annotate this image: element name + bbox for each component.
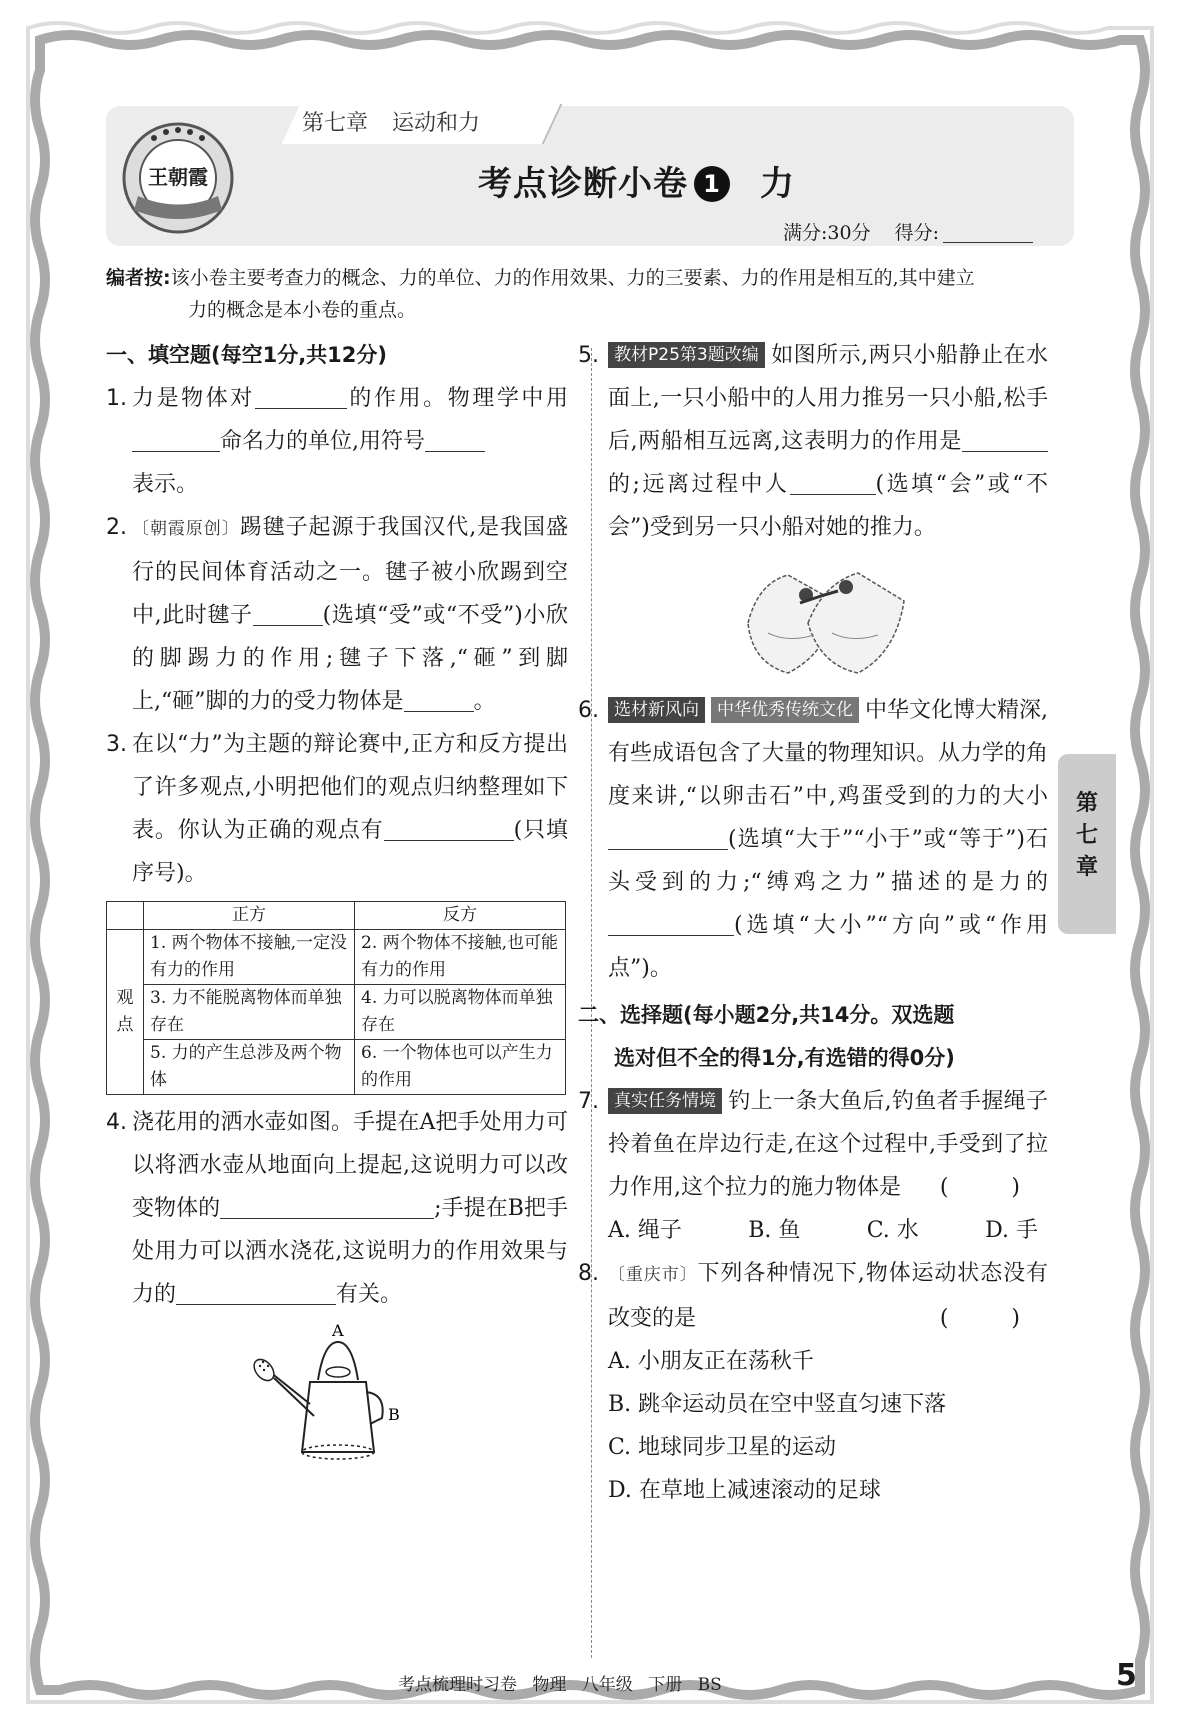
answer-blank[interactable] bbox=[962, 425, 1048, 452]
question-number: 4. bbox=[106, 1110, 127, 1135]
question-number: 6. bbox=[578, 698, 599, 723]
editor-note bbox=[106, 262, 1074, 326]
question-5 bbox=[578, 334, 1048, 549]
q4-text: 有关。 bbox=[336, 1282, 403, 1307]
title-prefix: 考点诊断小卷 bbox=[478, 164, 688, 204]
q3-text: 在以“力”为主题的辩论赛中,正方和反方提出了许多观点,小明把他们的观点归纳整理如下表。你认为正确的观点有 bbox=[132, 732, 568, 843]
title-topic: 力 bbox=[760, 164, 795, 204]
answer-blank[interactable] bbox=[384, 814, 514, 841]
chapter-number: 第七章 bbox=[302, 111, 369, 136]
side-tab-char: 章 bbox=[1075, 855, 1098, 880]
q1-text: 表示。 bbox=[132, 472, 199, 497]
question-number: 1. bbox=[106, 386, 127, 411]
question-number: 5. bbox=[578, 343, 599, 368]
answer-paren[interactable]: ( ) bbox=[939, 1175, 1048, 1200]
footer-text: 考点梳理时习卷 物理 八年级 下册 BS bbox=[398, 1675, 722, 1695]
answer-blank[interactable] bbox=[253, 599, 323, 626]
viewpoint-table bbox=[106, 901, 566, 1095]
page bbox=[58, 58, 1137, 1695]
table-cell: 4. 力可以脱离物体而单独存在 bbox=[355, 985, 566, 1040]
answer-blank[interactable] bbox=[790, 468, 876, 495]
answer-paren[interactable]: ( ) bbox=[939, 1306, 1048, 1331]
question-4 bbox=[106, 1101, 568, 1316]
score-blank[interactable] bbox=[943, 216, 1033, 243]
answer-blank[interactable] bbox=[176, 1278, 236, 1305]
question-3 bbox=[106, 723, 568, 895]
section2-heading-line2: 选对但不全的得1分,有选错的得0分) bbox=[614, 1046, 955, 1070]
score-label: 得分: bbox=[894, 222, 940, 244]
q7-options bbox=[578, 1209, 1048, 1252]
label-a: A bbox=[332, 1321, 344, 1340]
question-1 bbox=[106, 377, 568, 506]
q4-text: 浇花用的洒水壶如图。手提在A把手处用力可以将洒水壶从地面向上提起,这说明力可以改变物体的 bbox=[132, 1110, 568, 1221]
option-d[interactable]: D. 手 bbox=[985, 1218, 1038, 1243]
label-b: B bbox=[388, 1405, 400, 1424]
question-tag: 教材P25第3题改编 bbox=[608, 342, 765, 368]
answer-blank[interactable] bbox=[608, 823, 728, 850]
answer-blank[interactable] bbox=[236, 1278, 336, 1305]
answer-blank[interactable] bbox=[404, 685, 474, 712]
q4-text: ;手提在B把手处用力可以洒水浇花,这说明力的作用效果与力的 bbox=[132, 1196, 568, 1307]
q3-text: (只填序号)。 bbox=[132, 818, 568, 886]
editor-note-label: 编者按: bbox=[106, 267, 171, 289]
table-corner bbox=[107, 902, 144, 930]
option-a[interactable]: A. 小朋友正在荡秋千 bbox=[608, 1349, 814, 1374]
page-number: 5 bbox=[1116, 1658, 1137, 1693]
q8-options bbox=[578, 1340, 1048, 1512]
question-number: 7. bbox=[578, 1089, 599, 1114]
editor-note-line2: 力的概念是本小卷的重点。 bbox=[188, 299, 417, 321]
chapter-side-tab bbox=[1058, 754, 1116, 934]
q6-text: (选填“大小”“方向”或“作用点”)。 bbox=[608, 913, 1048, 981]
question-2 bbox=[106, 506, 568, 723]
answer-blank[interactable] bbox=[220, 1192, 370, 1219]
q1-text: 命名力的单位,用符号 bbox=[220, 429, 425, 454]
publisher-logo-icon bbox=[118, 118, 238, 238]
table-row-label: 观点 bbox=[107, 930, 144, 1095]
q2-text: 。 bbox=[473, 689, 496, 714]
option-c[interactable]: C. 地球同步卫星的运动 bbox=[608, 1435, 837, 1460]
answer-blank[interactable] bbox=[608, 909, 734, 936]
logo-text: 王朝霞 bbox=[148, 165, 208, 189]
q2-text: (选填“受”或“不受”)小欣的脚踢力的作用;毽子下落,“砸”到脚上,“砸”脚的力的受力物体是 bbox=[132, 603, 568, 714]
section2-heading-line1: 二、选择题(每小题2分,共14分。双选题 bbox=[578, 1003, 955, 1027]
table-cell: 2. 两个物体不接触,也可能有力的作用 bbox=[355, 930, 566, 985]
q1-text: 力是物体对 bbox=[132, 386, 255, 411]
q5-text: 如图所示,两只小船静止在水面上,一只小船中的人用力推另一只小船,松手后,两船相互远离,这表明力的作用是 bbox=[608, 343, 1048, 454]
q8-text: 下列各种情况下,物体运动状态没有改变的是 bbox=[608, 1261, 1048, 1331]
score-line bbox=[783, 216, 1033, 245]
q1-text: 的作用。物理学中用 bbox=[346, 386, 568, 411]
answer-blank[interactable] bbox=[370, 1192, 434, 1219]
q6-text: 中华文化博大精深,有些成语包含了大量的物理知识。从力学的角度来讲,“以卵击石”中,鸡蛋受到的力的大小 bbox=[608, 698, 1049, 809]
answer-blank[interactable] bbox=[255, 382, 347, 409]
side-tab-char: 七 bbox=[1075, 823, 1098, 848]
table-header-fan: 反方 bbox=[355, 902, 566, 930]
right-column bbox=[578, 334, 1048, 1512]
question-7 bbox=[578, 1080, 1048, 1209]
option-b[interactable]: B. 鱼 bbox=[748, 1218, 801, 1243]
question-source: 〔重庆市〕 bbox=[608, 1265, 698, 1285]
table-header-zheng: 正方 bbox=[144, 902, 355, 930]
question-8 bbox=[578, 1252, 1048, 1340]
left-column bbox=[106, 334, 568, 1470]
q5-text: 的;远离过程中人 bbox=[608, 472, 790, 497]
option-b[interactable]: B. 跳伞运动员在空中竖直匀速下落 bbox=[608, 1392, 947, 1417]
page-title bbox=[478, 156, 795, 205]
title-number-badge: 1 bbox=[694, 166, 730, 202]
answer-blank[interactable] bbox=[132, 425, 220, 452]
option-d[interactable]: D. 在草地上减速滚动的足球 bbox=[608, 1478, 881, 1503]
option-a[interactable]: A. 绳子 bbox=[608, 1218, 682, 1243]
section2-heading bbox=[578, 994, 1048, 1080]
q7-text: 钓上一条大鱼后,钓鱼者手握绳子拎着鱼在岸边行走,在这个过程中,手受到了拉力作用,这个拉力的施力物体是 bbox=[608, 1089, 1048, 1200]
question-number: 2. bbox=[106, 515, 127, 540]
question-6 bbox=[578, 689, 1048, 990]
q2-text: 踢毽子起源于我国汉代,是我国盛行的民间体育活动之一。毽子被小欣踢到空中,此时毽子 bbox=[132, 515, 568, 628]
section1-heading: 一、填空题(每空1分,共12分) bbox=[106, 343, 388, 367]
table-cell: 5. 力的产生总涉及两个物体 bbox=[144, 1040, 355, 1095]
table-cell: 6. 一个物体也可以产生力的作用 bbox=[355, 1040, 566, 1095]
question-tag: 真实任务情境 bbox=[608, 1088, 722, 1114]
question-number: 8. bbox=[578, 1261, 599, 1286]
question-tag: 选材新风向 bbox=[608, 697, 705, 723]
question-tag: 中华优秀传统文化 bbox=[711, 697, 859, 723]
boats-figure bbox=[728, 553, 928, 683]
q6-text: (选填“大于”“小于”或“等于”)石头受到的力;“缚鸡之力”描述的是力的 bbox=[608, 827, 1048, 895]
option-c[interactable]: C. 水 bbox=[866, 1218, 919, 1243]
q5-text: (选填“会”或“不会”)受到另一只小船对她的推力。 bbox=[608, 472, 1048, 540]
answer-blank[interactable] bbox=[425, 425, 485, 452]
watering-can-figure bbox=[246, 1320, 446, 1470]
question-number: 3. bbox=[106, 732, 127, 757]
side-tab-char: 第 bbox=[1075, 791, 1098, 816]
editor-note-line1: 该小卷主要考查力的概念、力的单位、力的作用效果、力的三要素、力的作用是相互的,其中建立 bbox=[170, 267, 975, 289]
table-cell: 3. 力不能脱离物体而单独存在 bbox=[144, 985, 355, 1040]
chapter-topic: 运动和力 bbox=[392, 111, 481, 136]
score-total: 满分:30分 bbox=[783, 222, 871, 244]
table-cell: 1. 两个物体不接触,一定没有力的作用 bbox=[144, 930, 355, 985]
chapter-label bbox=[302, 106, 504, 137]
question-source: 〔朝霞原创〕 bbox=[132, 519, 240, 539]
